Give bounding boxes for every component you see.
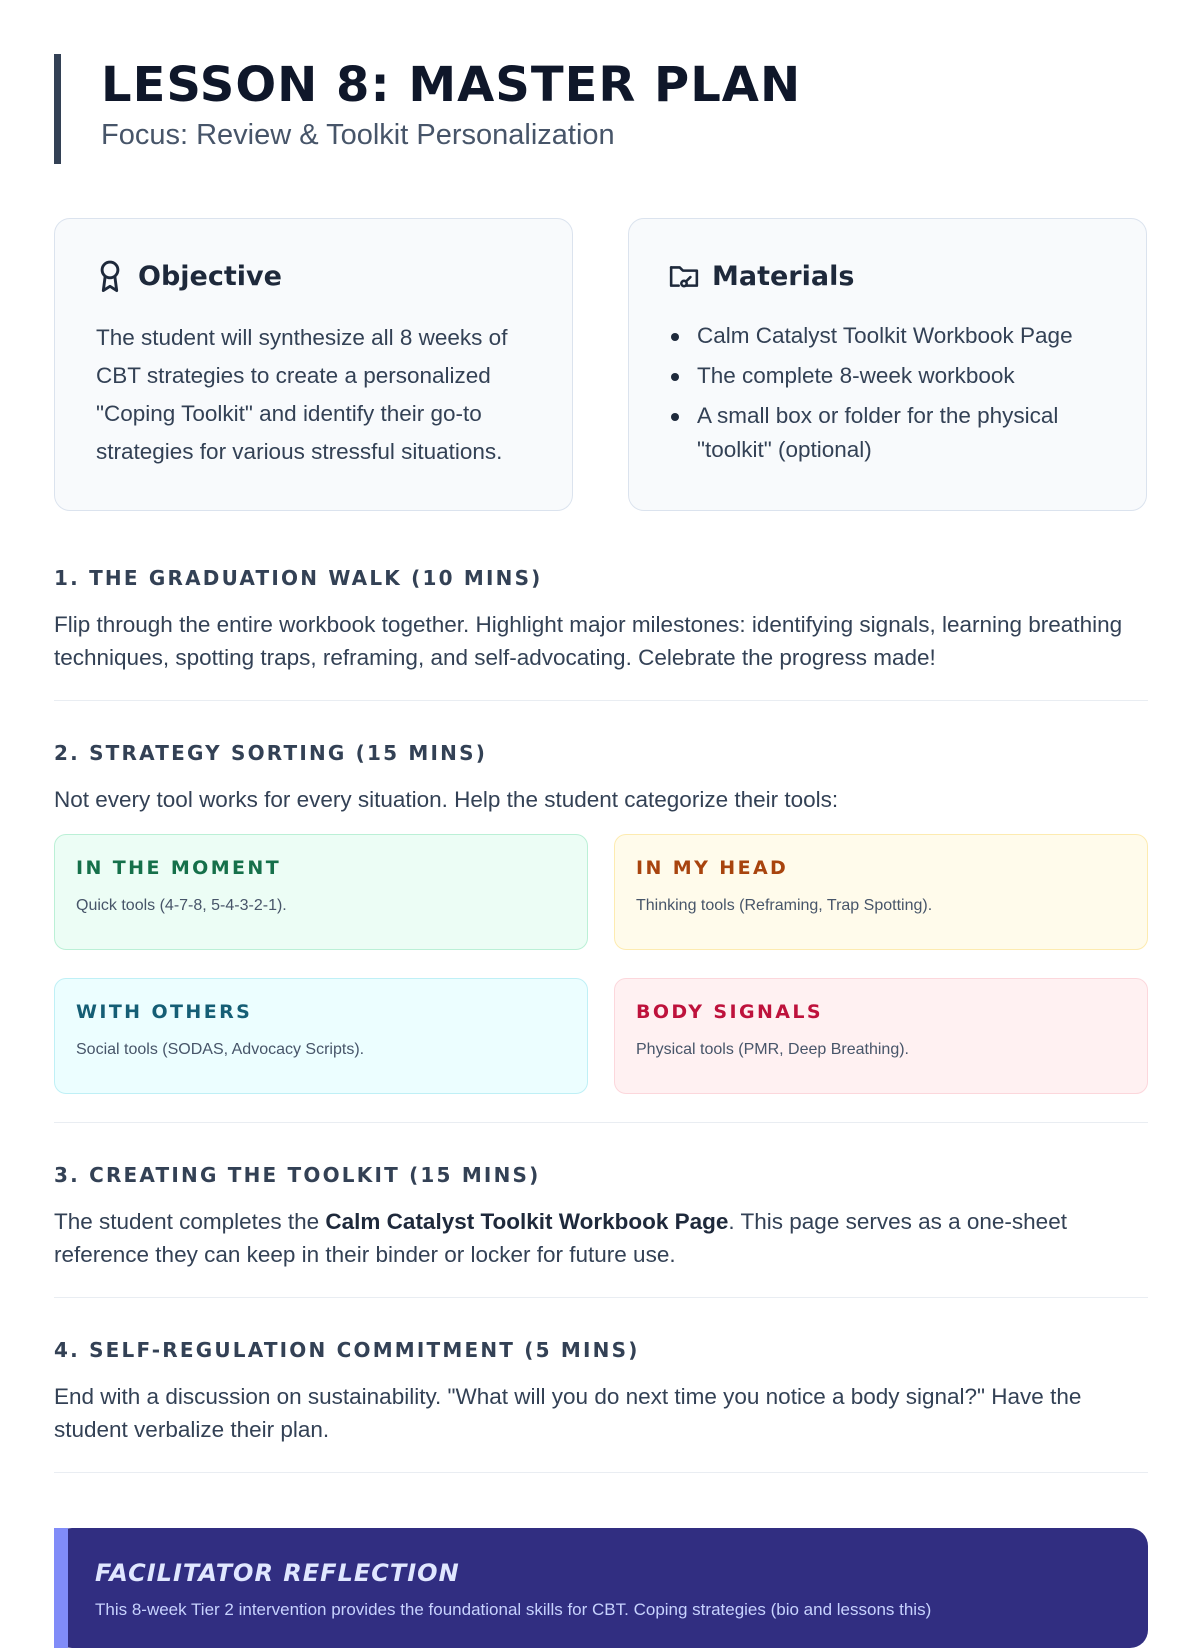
category-in-my-head: [614, 834, 1148, 950]
materials-header: [669, 259, 854, 293]
category-body-signals: [614, 978, 1148, 1094]
category-with-others: [54, 978, 588, 1094]
section-creating-toolkit: [54, 1163, 1148, 1271]
section-text: [54, 1205, 1148, 1271]
category-title: BODY SIGNALS: [636, 1001, 823, 1023]
category-in-the-moment: [54, 834, 588, 950]
objective-text: The student will synthesize all 8 weeks of CBT strategies to create a personalized "Coping Toolkit" and identify their go-to strategies for various stressful situations.: [96, 325, 508, 464]
materials-title: Materials: [712, 260, 855, 292]
section-divider: [54, 1472, 1148, 1473]
text-part: The student completes the: [54, 1209, 326, 1234]
section-divider: [54, 700, 1148, 701]
category-title: WITH OTHERS: [76, 1001, 253, 1023]
reflection-text: This 8-week Tier 2 intervention provides the foundational skills for CBT. Coping strategies (bio and lessons this): [95, 1600, 932, 1619]
section-divider: [54, 1122, 1148, 1123]
reflection-title: FACILITATOR REFLECTION: [95, 1559, 460, 1587]
category-title: IN THE MOMENT: [76, 857, 282, 879]
section-title: 1. THE GRADUATION WALK (10 MINS): [54, 566, 543, 590]
section-divider: [54, 1297, 1148, 1298]
reflection-accent-bar: [54, 1528, 68, 1648]
materials-item: The complete 8-week workbook: [669, 359, 1106, 393]
objective-card: [54, 218, 573, 511]
section-text: End with a discussion on sustainability. "What will you do next time you notice a body signal?" Have the student verbalize their plan.: [54, 1384, 1082, 1442]
section-title: 2. STRATEGY SORTING (15 MINS): [54, 741, 488, 765]
materials-item: A small box or folder for the physical "toolkit" (optional): [669, 399, 1106, 467]
category-desc: Physical tools (PMR, Deep Breathing).: [636, 1041, 909, 1058]
text-part: . This page serves as a one-sheet reference they can keep in their binder or locker for future use.: [54, 1209, 1067, 1267]
section-strategy-sorting: [54, 741, 1148, 816]
section-self-regulation: [54, 1338, 1148, 1446]
page-title: LESSON 8: MASTER PLAN: [101, 57, 802, 113]
category-title: IN MY HEAD: [636, 857, 789, 879]
objective-title: Objective: [138, 260, 282, 292]
section-title: 3. CREATING THE TOOLKIT (15 MINS): [54, 1163, 541, 1187]
materials-card: [628, 218, 1147, 511]
category-desc: Social tools (SODAS, Advocacy Scripts).: [76, 1041, 365, 1058]
section-text: Flip through the entire workbook together. Highlight major milestones: identifying signals, learning breathing techniques, spotting traps, reframing, and self-advocating. Celebrate the progress made!: [54, 612, 1123, 670]
objective-header: [95, 259, 282, 293]
category-desc: Quick tools (4-7-8, 5-4-3-2-1).: [76, 897, 287, 914]
folder-icon: [669, 259, 699, 293]
facilitator-reflection-panel: [54, 1528, 1148, 1648]
section-graduation-walk: [54, 566, 1148, 674]
page-subtitle: Focus: Review & Toolkit Personalization: [101, 119, 615, 151]
section-title: 4. SELF-REGULATION COMMITMENT (5 MINS): [54, 1338, 640, 1362]
lesson-header: [54, 54, 801, 164]
section-text: Not every tool works for every situation. Help the student categorize their tools:: [54, 787, 839, 812]
category-desc: Thinking tools (Reframing, Trap Spotting).: [636, 897, 933, 914]
award-ribbon-icon: [95, 259, 125, 293]
materials-item: Calm Catalyst Toolkit Workbook Page: [669, 319, 1106, 353]
materials-list: [669, 319, 1106, 473]
emphasized-text: Calm Catalyst Toolkit Workbook Page: [325, 1209, 729, 1234]
